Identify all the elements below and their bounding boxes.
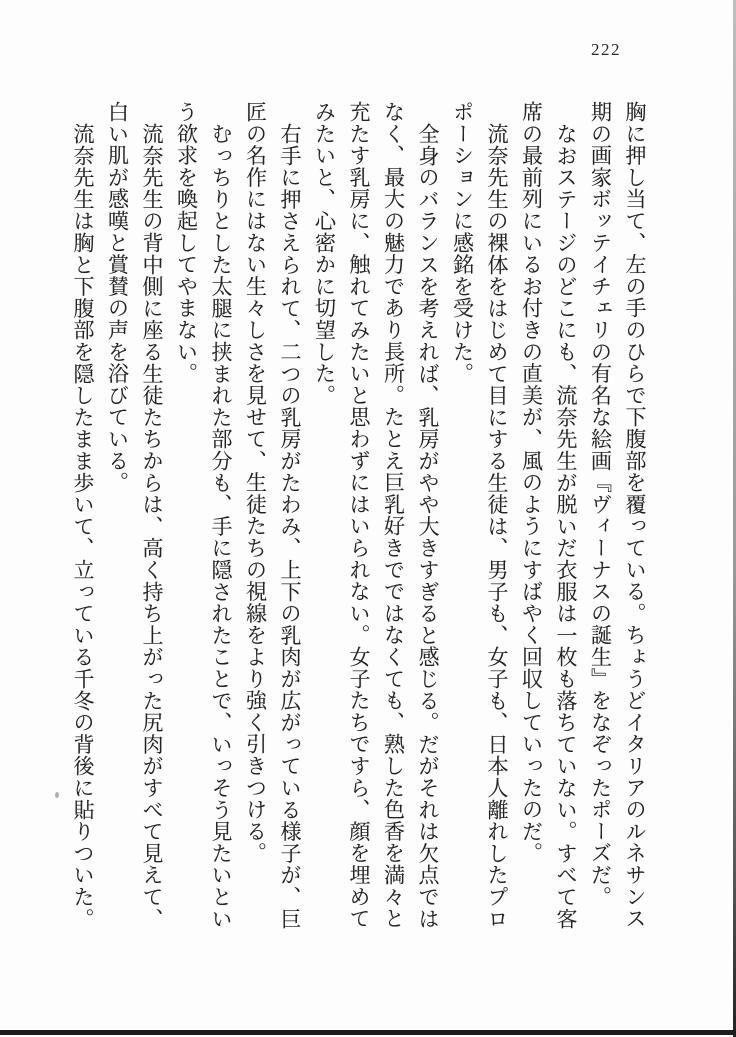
- text-column: なおステージのどこにも、流奈先生が脱いだ衣服は一枚も落ちていない。すべて客: [554, 123, 578, 930]
- text-column: 流奈先生は胸と下腹部を隠したまま歩いて、立っている千冬の背後に貼りついた。: [71, 123, 95, 930]
- text-column: 胸に押し当て、左の手のひらで下腹部を覆っている。ちょうどイタリアのルネサンス: [623, 101, 647, 930]
- text-column: 匠の名作にはない生々しさを見せて、生徒たちの視線をより強く引きつける。: [243, 101, 268, 864]
- text-block: [66, 101, 653, 937]
- text-column: 充たす乳房に、触れてみたいと思わずにはいられない。女子たちですら、顔を埋めて: [347, 101, 371, 930]
- text-column: なく、最大の魅力であり長所。たとえ巨乳好きでではなくても、熟した色香を満々と: [381, 101, 406, 930]
- text-column: 流奈先生の背中側に座る生徒たちからは、高く持ち上がった尻肉がすべて見えて、: [140, 123, 164, 930]
- page-edge-bottom: [0, 1030, 736, 1035]
- text-column: みたいと、心密かに切望した。: [312, 101, 337, 407]
- text-column: 期の画家ボッテイチェリの有名な絵画『ヴィーナスの誕生』をなぞったポーズだ。: [588, 101, 613, 908]
- text-column: 白い肌が感嘆と賞賛の声を浴びている。: [105, 101, 130, 494]
- text-column: 流奈先生の裸体をはじめて目にする生徒は、男子も、女子も、日本人離れしたプロ: [485, 123, 509, 930]
- text-column: う欲求を喚起してやまない。: [174, 101, 199, 385]
- text-column: ポーションに感銘を受けた。: [450, 101, 475, 385]
- scan-speck: [55, 792, 59, 798]
- text-column: 全身のバランスを考えれば、乳房がやや大きすぎると感じる。だがそれは欠点では: [416, 123, 440, 930]
- text-column: 右手に押さえられて、二つの乳房がたわみ、上下の乳肉が広がっている様子が、巨: [278, 123, 302, 930]
- page-number: 222: [591, 40, 621, 59]
- text-column: 席の最前列にいるお付きの直美が、風のようにすばやく回収していったのだ。: [519, 101, 544, 864]
- text-column: むっちりとした太腿に挟まれた部分も、手に隠されたことで、いっそう見たいとい: [209, 123, 233, 930]
